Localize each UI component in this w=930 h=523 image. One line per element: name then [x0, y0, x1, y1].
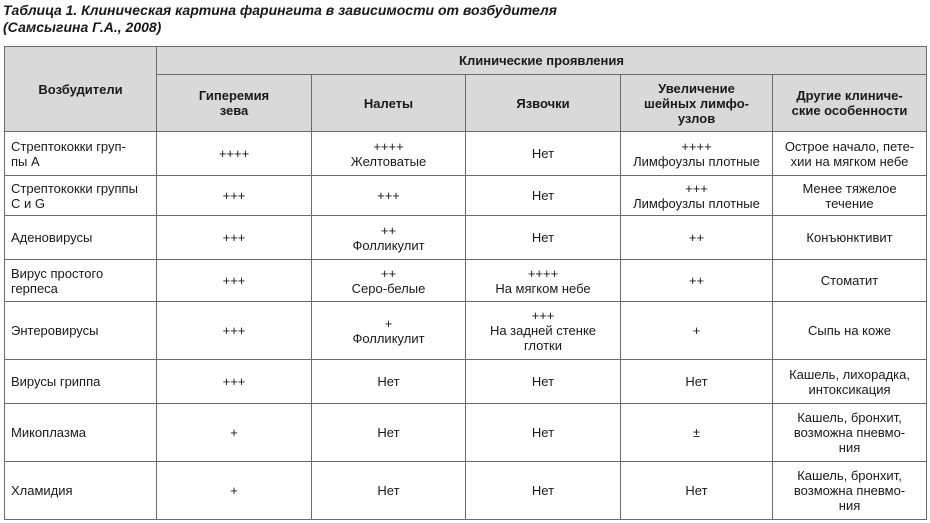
table-row — [5, 462, 927, 520]
cell-line: Кашель, бронхит, — [797, 410, 902, 425]
cell-line: +++ — [531, 308, 555, 323]
cell-line: ++ — [688, 230, 705, 245]
cell-line: +++ — [222, 230, 246, 245]
cell-line: Конъюнктивит — [806, 230, 893, 245]
hyperemia-cell — [157, 462, 312, 520]
lymph-nodes-cell — [621, 176, 773, 216]
lymph-nodes-cell — [621, 462, 773, 520]
cell-line: +++ — [222, 323, 246, 338]
pathogen-name-line: Вирус простого — [11, 265, 104, 281]
ulcers-cell — [466, 260, 621, 302]
cell-line: Желтоватые — [350, 153, 427, 169]
cell-line: Нет — [377, 374, 400, 389]
table-row — [5, 132, 927, 176]
ulcers-cell — [466, 360, 621, 404]
cell-line: +++ — [222, 273, 246, 288]
cell-line: + — [230, 425, 238, 440]
other-features-cell — [773, 176, 927, 216]
cell-line: глотки — [523, 338, 563, 353]
hyperemia-cell — [157, 176, 312, 216]
cell-line: Нет — [685, 374, 708, 389]
deposits-cell — [312, 176, 466, 216]
cell-line: течение — [825, 195, 874, 211]
caption-source: (Самсыгина Г.А., 2008) — [3, 19, 162, 35]
deposits-cell — [312, 260, 466, 302]
table-caption — [3, 2, 923, 36]
cell-line: возможна пневмо- — [793, 483, 906, 498]
ulcers-cell — [466, 132, 621, 176]
hyperemia-cell — [157, 260, 312, 302]
pathogen-cell — [5, 462, 157, 520]
deposits-cell — [312, 132, 466, 176]
pathogen-cell — [5, 260, 157, 302]
pathogen-name-line: герпеса — [11, 280, 58, 296]
pathogen-name-line: Энтеровирусы — [11, 323, 99, 338]
header-line: зева — [219, 103, 249, 118]
cell-line: Менее тяжелое — [802, 180, 897, 196]
cell-line: ++ — [380, 222, 397, 238]
cell-line: ++ — [380, 265, 397, 281]
table-row — [5, 404, 927, 462]
cell-line: ния — [838, 498, 861, 513]
lymph-nodes-cell — [621, 302, 773, 360]
lymph-nodes-cell — [621, 260, 773, 302]
cell-line: ++++ — [681, 138, 712, 154]
cell-line: Фолликулит — [352, 237, 425, 253]
header-hyperemia — [157, 75, 312, 132]
hyperemia-cell — [157, 216, 312, 260]
header-line: ские особенности — [791, 103, 908, 118]
deposits-cell — [312, 216, 466, 260]
other-features-cell — [773, 216, 927, 260]
cell-line: Нет — [377, 425, 400, 440]
cell-line: Нет — [531, 146, 555, 161]
pathogen-name-line: Аденовирусы — [11, 230, 93, 245]
deposits-cell — [312, 302, 466, 360]
hyperemia-cell — [157, 302, 312, 360]
pathogen-name-line: Вирусы гриппа — [11, 374, 101, 389]
other-features-cell — [773, 360, 927, 404]
header-line: узлов — [677, 110, 716, 126]
header-clinical-manifestations: Клинические проявления — [157, 47, 927, 75]
pathogen-cell — [5, 176, 157, 216]
cell-line: хии на мягком небе — [790, 153, 909, 169]
header-deposits — [312, 75, 466, 132]
hyperemia-cell — [157, 404, 312, 462]
header-line: Увеличение — [658, 80, 735, 96]
caption-title: Таблица 1. Клиническая картина фарингита в зависимости от возбудителя — [3, 2, 557, 18]
cell-line: Стоматит — [820, 273, 879, 288]
pathogen-cell — [5, 132, 157, 176]
ulcers-cell — [466, 176, 621, 216]
pathogen-cell — [5, 216, 157, 260]
ulcers-cell — [466, 404, 621, 462]
cell-line: Кашель, бронхит, — [797, 468, 902, 483]
cell-line: +++ — [377, 188, 400, 203]
cell-line: Острое начало, пете- — [784, 138, 915, 154]
pathogen-cell — [5, 302, 157, 360]
ulcers-cell — [466, 462, 621, 520]
cell-line: Нет — [531, 483, 555, 498]
pathogen-name-line: Стрептококки груп- — [11, 138, 126, 154]
header-line: Язвочки — [516, 95, 570, 111]
pathogen-name-line: пы А — [11, 153, 40, 169]
cell-line: +++ — [222, 374, 246, 389]
pathogen-name-line: Стрептококки группы — [11, 180, 138, 196]
cell-line: Нет — [531, 230, 555, 245]
deposits-cell — [312, 360, 466, 404]
hyperemia-cell — [157, 132, 312, 176]
pathogen-cell — [5, 404, 157, 462]
cell-line: Нет — [531, 374, 555, 389]
deposits-cell — [312, 404, 466, 462]
cell-line: Фолликулит — [352, 330, 425, 346]
lymph-nodes-cell — [621, 360, 773, 404]
other-features-cell — [773, 302, 927, 360]
table-row — [5, 176, 927, 216]
cell-line: Серо-белые — [351, 280, 426, 296]
pathogen-name-line: С и G — [11, 195, 45, 211]
cell-line: ++ — [688, 273, 705, 288]
header-row-top — [5, 47, 927, 75]
pathogen-cell — [5, 360, 157, 404]
cell-line: +++ — [222, 188, 246, 203]
table-row — [5, 216, 927, 260]
cell-line: ± — [692, 425, 701, 440]
cell-line: ++++ — [527, 265, 559, 281]
lymph-nodes-cell — [621, 216, 773, 260]
table-body — [5, 132, 927, 520]
cell-line: На задней стенке — [489, 323, 597, 338]
header-line: Гиперемия — [198, 88, 270, 103]
cell-line: возможна пневмо- — [793, 425, 906, 440]
pathogen-name-line: Микоплазма — [11, 425, 86, 440]
ulcers-cell — [466, 302, 621, 360]
cell-line: интоксикация — [808, 381, 891, 397]
cell-line: + — [692, 323, 701, 338]
cell-line: На мягком небе — [495, 280, 591, 296]
cell-line: + — [230, 483, 238, 498]
cell-line: +++ — [685, 180, 708, 196]
cell-line: Нет — [531, 425, 555, 440]
lymph-nodes-cell — [621, 132, 773, 176]
cell-line: Нет — [531, 188, 555, 203]
hyperemia-cell — [157, 360, 312, 404]
other-features-cell — [773, 404, 927, 462]
pathogen-name-line: Хламидия — [11, 483, 73, 498]
header-ulcers — [466, 75, 621, 132]
header-other-features — [773, 75, 927, 132]
cell-line: ния — [838, 440, 861, 455]
header-pathogens: Возбудители — [5, 47, 157, 132]
cell-line: Сыпь на коже — [808, 323, 892, 338]
pharyngitis-table — [4, 46, 927, 520]
header-line: Налеты — [363, 95, 414, 111]
cell-line: Кашель, лихорадка, — [789, 366, 910, 382]
table-row — [5, 302, 927, 360]
other-features-cell — [773, 260, 927, 302]
table-row — [5, 260, 927, 302]
table-row — [5, 360, 927, 404]
cell-line: Лимфоузлы плотные — [633, 153, 760, 169]
cell-line: Нет — [377, 483, 400, 498]
other-features-cell — [773, 462, 927, 520]
cell-line: Нет — [685, 483, 708, 498]
header-line: шейных лимфо- — [643, 95, 750, 111]
ulcers-cell — [466, 216, 621, 260]
cell-line: + — [384, 315, 393, 331]
cell-line: Лимфоузлы плотные — [633, 195, 760, 211]
cell-line: ++++ — [218, 146, 250, 161]
deposits-cell — [312, 462, 466, 520]
other-features-cell — [773, 132, 927, 176]
cell-line: ++++ — [373, 138, 404, 154]
lymph-nodes-cell — [621, 404, 773, 462]
header-line: Другие клиниче- — [796, 88, 903, 103]
header-lymph-nodes — [621, 75, 773, 132]
